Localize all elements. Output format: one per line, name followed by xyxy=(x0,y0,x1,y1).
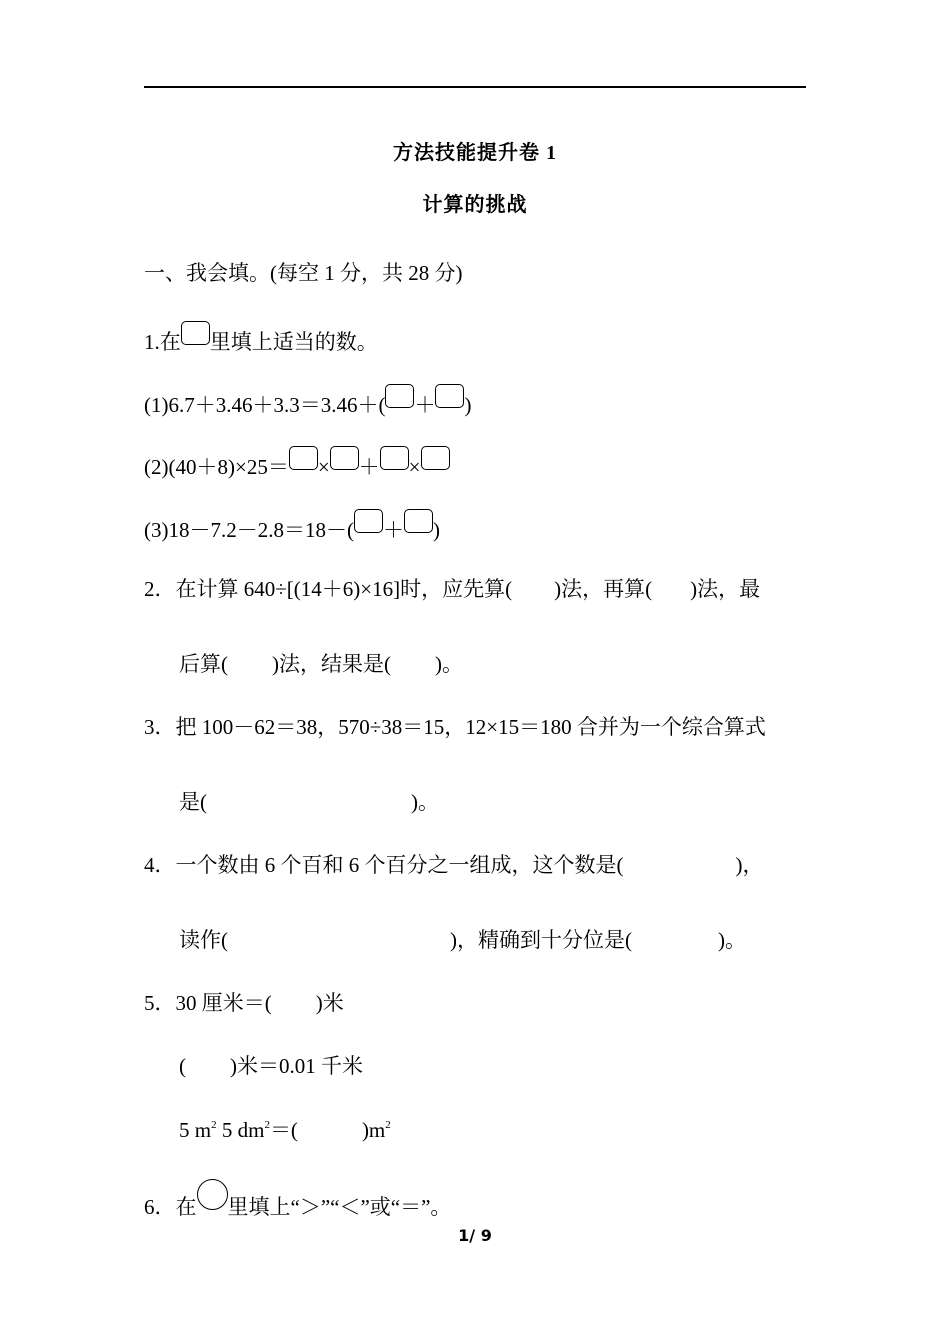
question-3-line-2 xyxy=(179,788,439,816)
question-1-prompt xyxy=(144,321,378,356)
answer-box[interactable] xyxy=(385,384,414,408)
q5-text-2a: ( xyxy=(179,1054,186,1078)
q5-text-3d: )m xyxy=(361,1118,386,1142)
question-2-line-1 xyxy=(144,575,760,603)
question-5-line-1 xyxy=(144,989,344,1017)
q4-text-c: 读作( xyxy=(179,928,228,952)
superscript: 2 xyxy=(211,1119,217,1131)
q1-p3-text: (3)18－7.2－2.8＝18－( xyxy=(144,518,354,542)
times-sign: × xyxy=(317,455,330,479)
q5-text-1b: )米 xyxy=(315,991,344,1015)
q2-text-a: 在计算 640÷[(14＋6)×16]时，应先算( xyxy=(175,577,513,601)
section-heading: 一、我会填。(每空 1 分，共 28 分) xyxy=(144,261,463,285)
q2-text-d: 后算( xyxy=(179,652,228,676)
question-4-line-1 xyxy=(144,851,764,879)
answer-box[interactable] xyxy=(354,509,383,533)
question-6-line-1 xyxy=(144,1179,451,1221)
question-5-line-3 xyxy=(179,1116,391,1144)
q4-text-d: )，精确到十分位是( xyxy=(450,928,632,952)
question-4-line-2 xyxy=(179,926,746,954)
superscript: 2 xyxy=(385,1119,391,1131)
q1-p2-text: (2)(40＋8)×25＝ xyxy=(144,455,289,479)
page-number: 1/ 9 xyxy=(458,1226,492,1245)
page-subtitle: 计算的挑战 xyxy=(422,194,528,216)
answer-box[interactable] xyxy=(289,446,318,470)
q6-number: 6． xyxy=(144,1195,176,1219)
close-paren: ) xyxy=(464,393,472,417)
question-3-line-1 xyxy=(144,713,766,741)
q4-number: 4． xyxy=(144,853,176,877)
q2-text-c: )法，最 xyxy=(690,577,761,601)
q1-p1-text: (1)6.7＋3.46＋3.3＝3.46＋( xyxy=(144,393,386,417)
question-1-part-1 xyxy=(144,384,471,419)
question-5-line-2 xyxy=(179,1052,363,1080)
question-1-part-3 xyxy=(144,509,440,544)
q2-text-e: )法，结果是( xyxy=(272,652,391,676)
q3-text-a: 把 100－62＝38，570÷38＝15，12×15＝180 合并为一个综合算式 xyxy=(175,715,766,739)
q2-text-f: )。 xyxy=(435,652,463,676)
question-2-line-2 xyxy=(179,650,463,678)
superscript: 2 xyxy=(264,1119,270,1131)
answer-box[interactable] xyxy=(435,384,464,408)
answer-box[interactable] xyxy=(330,446,359,470)
plus-sign: ＋ xyxy=(382,518,404,542)
q1-prompt-a: 1.在 xyxy=(144,330,181,354)
answer-box[interactable] xyxy=(404,509,433,533)
q4-text-e: )。 xyxy=(718,928,746,952)
plus-sign: ＋ xyxy=(358,455,380,479)
page-title: 方法技能提升卷 1 xyxy=(393,142,557,164)
answer-box[interactable] xyxy=(421,446,450,470)
plus-sign: ＋ xyxy=(414,393,436,417)
q5-text-3c: ＝( xyxy=(269,1118,298,1142)
q4-text-a: 一个数由 6 个百和 6 个百分之一组成，这个数是( xyxy=(175,853,624,877)
q6-text-a: 在 xyxy=(175,1195,197,1219)
q5-text-2b: )米＝0.01 千米 xyxy=(230,1054,363,1078)
q5-text-3b: 5 dm xyxy=(216,1118,265,1142)
q5-text-3a: 5 m xyxy=(179,1118,212,1142)
close-paren: ) xyxy=(432,518,440,542)
question-1-part-2 xyxy=(144,446,450,481)
q2-number: 2． xyxy=(144,577,176,601)
q3-text-c: )。 xyxy=(411,790,439,814)
answer-box[interactable] xyxy=(380,446,409,470)
q5-text-1a: 30 厘米＝( xyxy=(175,991,272,1015)
q3-number: 3． xyxy=(144,715,176,739)
q1-prompt-b: 里填上适当的数。 xyxy=(209,330,378,354)
q2-text-b: )法，再算( xyxy=(554,577,653,601)
answer-box-sample xyxy=(181,321,210,345)
answer-circle-sample xyxy=(197,1179,228,1210)
q4-text-b: )， xyxy=(735,853,764,877)
header-rule xyxy=(144,86,806,88)
q3-text-b: 是( xyxy=(179,790,207,814)
times-sign: × xyxy=(408,455,421,479)
q5-number: 5． xyxy=(144,991,176,1015)
q6-text-b: 里填上“＞”“＜”或“＝”。 xyxy=(227,1195,452,1219)
